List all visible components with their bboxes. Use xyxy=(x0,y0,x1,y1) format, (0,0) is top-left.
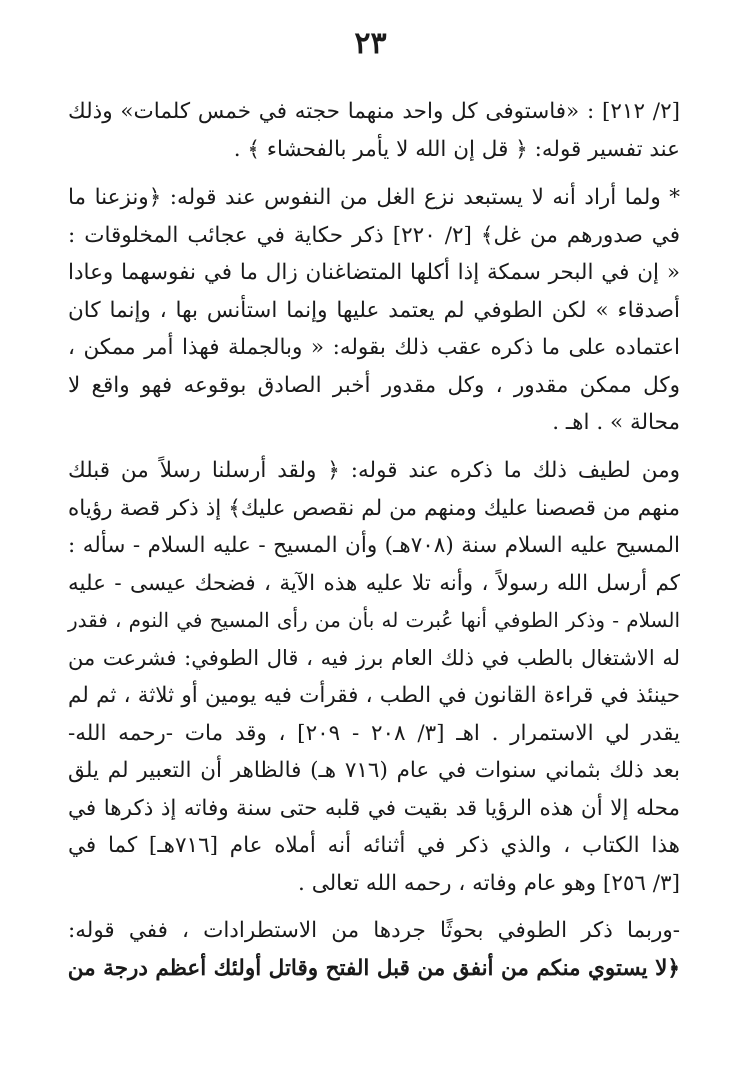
text-line: [٣/ ٢٥٦] وهو عام وفاته ، رحمه الله تعالى . xyxy=(298,870,680,896)
text-line: هذا الكتاب ، والذي ذكر في أثنائه أنه أملاه عام [٧١٦هـ] كما في xyxy=(68,833,680,858)
quran-verse-line: ﴿لا يستوي منكم من أنفق من قبل الفتح وقاتل أولئك أعظم درجة من xyxy=(67,955,680,981)
text-line: السلام - وذكر الطوفي أنها عُبرت له بأن من رأى المسيح في النوم ، فقدر xyxy=(68,608,681,632)
text-line: محله إلا أن هذه الرؤيا قد بقيت في قلبه حتى سنة وفاته إذ ذكرها في xyxy=(68,795,680,821)
paragraph-1 xyxy=(68,93,680,168)
paragraph-4 xyxy=(68,912,680,987)
text-line: بعد ذلك بثماني سنوات في عام (٧١٦ هـ) فالظاهر أن التعبير لم يلق xyxy=(68,758,680,783)
text-line: المسيح عليه السلام سنة (٧٠٨هـ) وأن المسيح - عليه السلام - سأله : xyxy=(68,533,680,558)
text-line: أصدقاء » لكن الطوفي لم يعتمد عليها وإنما استأنس بها ، وإنما كان xyxy=(68,297,680,323)
text-line: -وربما ذكر الطوفي بحوثًا جردها من الاستطرادات ، ففي قوله: xyxy=(68,918,680,943)
paragraph-2 xyxy=(68,179,680,442)
text-line: له الاشتغال بالطب في ذلك العام برز فيه ، قال الطوفي: فشرعت من xyxy=(68,645,680,670)
text-line: ومن لطيف ذلك ما ذكره عند قوله: ﴿ ولقد أرسلنا رسلاً من قبلك xyxy=(68,458,680,483)
text-line: محالة » . اهـ . xyxy=(552,410,680,435)
page-number: ٢٣ xyxy=(354,26,387,61)
text-line: عند تفسير قوله: ﴿ قل إن الله لا يأمر بالفحشاء ﴾ . xyxy=(233,136,680,162)
paragraph-3 xyxy=(68,452,680,902)
text-line: كم أرسل الله رسولاً ، وأنه تلا عليه هذه الآية ، فضحك عيسى - عليه xyxy=(68,570,680,596)
text-line: في صدورهم من غل﴾ [٢/ ٢٢٠] ذكر حكاية في عجائب المخلوقات : xyxy=(68,222,681,248)
text-line: [٢/ ٢١٢] : «فاستوفى كل واحد منهما حجته في خمس كلمات» وذلك xyxy=(68,99,681,124)
text-line: وكل ممكن مقدور ، وكل مقدور أخبر الصادق بوقوعه فهو واقع لا xyxy=(68,372,680,398)
text-line: « إن في البحر سمكة إذا أكلها المتضاغنان زال ما في نفوسهما وعادا xyxy=(68,260,680,285)
text-line: منهم من قصصنا عليك ومنهم من لم نقصص عليك﴾ إذ ذكر قصة رؤياه xyxy=(68,495,680,521)
text-line: يقدر لي الاستمرار . اهـ [٣/ ٢٠٨ - ٢٠٩] ، وقد مات -رحمه الله- xyxy=(68,720,681,746)
text-line: حينئذ في قراءة القانون في الطب ، فقرأت فيه يومين أو ثلاثة ، ثم لم xyxy=(68,683,680,708)
text-line: * ولما أراد أنه لا يستبعد نزع الغل من النفوس عند قوله: ﴿ونزعنا ما xyxy=(68,185,680,210)
text-line: اعتماده على ما ذكره عقب ذلك بقوله: « وبالجملة فهذا أمر ممكن ، xyxy=(68,335,680,360)
